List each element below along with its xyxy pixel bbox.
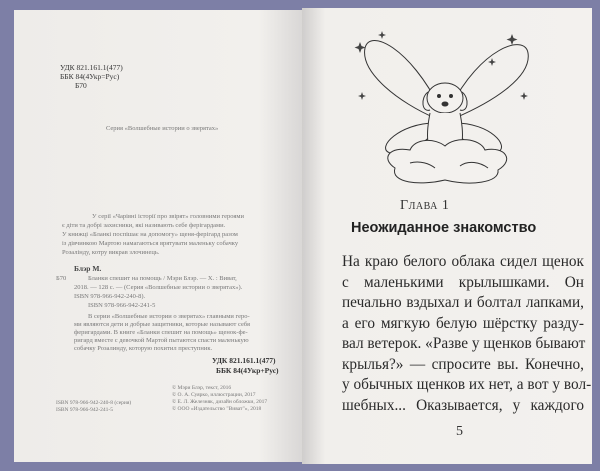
text-line: а его мягкую белую шёрстку разду-	[342, 314, 584, 332]
chapter-label: Глава 1	[400, 198, 450, 213]
udk-bottom: УДК 821.161.1(477)	[212, 356, 276, 365]
annotation-line: є діти та добрі захисники, які називають себе ферігардами.	[62, 222, 226, 229]
bib-line: ISBN 978-966-942-241-5	[88, 302, 156, 309]
copyright-line: © О. А. Суярко, иллюстрации, 2017	[172, 392, 256, 398]
annotation-line: із дівчинкою Мартою намагаються врятувати маленьку собачку	[62, 240, 239, 247]
annotation-line: У книжці «Бланкі поспішає на допомогу» щеня-ферігард разом	[62, 231, 238, 238]
bib-line: 2018. — 128 с. — (Серия «Волшебные истории о зверятах»).	[74, 284, 243, 291]
copyright-line: © Мэри Блэр, текст, 2016	[172, 385, 232, 391]
chapter-title: Неожиданное знакомство	[351, 220, 537, 236]
bbk-bottom: ББК 84(4Укр+Рус)	[216, 366, 279, 375]
bbk-top: ББК 84(4Укр=Рус)	[60, 72, 120, 81]
annotation-line: У серії «Чарівні історії про звірят» головними героями	[92, 213, 244, 220]
bib-line: ISBN 978-966-942-240-8).	[74, 293, 146, 300]
copyright-line: © Е. Л. Железняк, дизайн обложки, 2017	[172, 399, 268, 405]
text-line: вал ветерок. «Разве у щенков бывают	[342, 335, 586, 352]
series-title: Серия «Волшебные истории о зверятах»	[106, 125, 219, 132]
text-line: На краю белого облака сидел щенок	[342, 253, 584, 270]
annotation-line: феригардами. В книге «Бланки спешит на помощь» щенок-фе-	[74, 329, 248, 336]
annotation-line: ми являются дети и добрые защитники, которые называют себя	[74, 321, 250, 328]
isbn-line: ISBN 978-966-942-240-8 (серия)	[56, 400, 132, 406]
copyright-line: © ООО «Издательство "Виват"», 2018	[172, 406, 262, 412]
winged-puppy-illustration	[350, 28, 540, 198]
text-line: шебных... Оказывается, у каждого	[342, 396, 584, 414]
text-line: у обычных щенков их нет, а вот у вол-	[342, 376, 592, 393]
annotation-line: собачку Розалинду, которую похитил преступник.	[74, 345, 213, 352]
udk-top: УДК 821.161.1(477)	[60, 63, 123, 72]
code: Б70	[56, 275, 67, 282]
text-line: крылья?» — спросите вы. Конечно,	[342, 355, 584, 373]
text-line: с маленькими крылышками. Он	[342, 273, 584, 291]
annotation-line: ригард вместе с девочкой Мартой пытаются спасти маленькую	[74, 337, 249, 344]
isbn-line: ISBN 978-966-942-241-5	[56, 407, 113, 413]
author: Блэр М.	[74, 264, 102, 273]
body-text	[342, 252, 592, 416]
bib-line: Бланки спешит на помощь / Мэри Блэр. — Х. : Виват,	[88, 275, 237, 282]
text-line: печально вздыхал и болтал лапками,	[342, 294, 584, 311]
annotation-line: Розалінду, котру викрав злочинець.	[62, 249, 160, 256]
page-number: 5	[456, 424, 463, 439]
code-top: Б70	[75, 81, 87, 90]
annotation-line: В серии «Волшебные истории о зверятах» главными геро-	[88, 313, 250, 320]
